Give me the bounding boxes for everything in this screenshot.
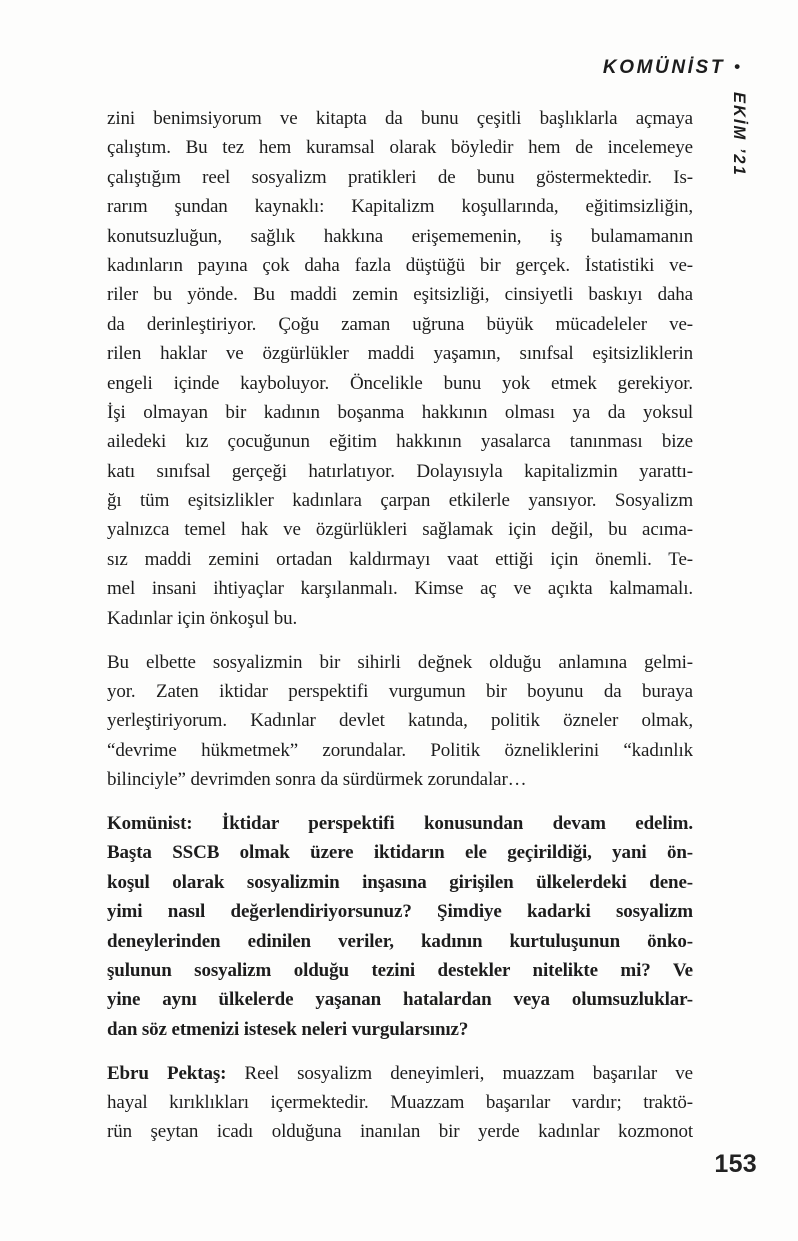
- text-line: koşul olarak sosyalizmin inşasına girişilen ülkelerdeki dene-: [107, 871, 693, 893]
- text-line: sız maddi zemini ortadan kaldırmayı vaat ettiği için önemli. Te-: [107, 548, 693, 570]
- text-line: yalnızca temel hak ve özgürlükleri sağlamak için değil, bu acıma-: [107, 519, 693, 541]
- text-line: engeli içinde kayboluyor. Öncelikle bunu yok etmek gerekiyor.: [107, 372, 693, 394]
- issue-date-label: EKİM ’21: [730, 92, 748, 177]
- text-line: Kadınlar için önkoşul bu.: [107, 607, 298, 629]
- text-line: konutsuzluğun, sağlık hakkına erişememenin, iş bulamamanın: [107, 225, 693, 247]
- text-line: Bu elbette sosyalizmin bir sihirli değnek olduğu anlamına gelmi-: [107, 651, 693, 673]
- text-line: rarım şundan kaynaklı: Kapitalizm koşullarında, eğitimsizliğin,: [107, 196, 693, 218]
- text-line: ailedeki kız çocuğunun eğitim hakkının yasalarca tanınması bize: [107, 431, 693, 453]
- text-line: çalıştığım reel sosyalizm pratikleri de bunu göstermektedir. Is-: [107, 166, 693, 188]
- text-line: rün şeytan icadı olduğuna inanılan bir yerde kadınlar kozmonot: [107, 1121, 693, 1143]
- text-line: rilen haklar ve özgürlükler maddi yaşamın, sınıfsal eşitsizliklerin: [107, 343, 693, 365]
- text-line: yerleştiriyorum. Kadınlar devlet katında, politik özneler olmak,: [107, 710, 693, 732]
- text-line: dan söz etmenizi istesek neleri vurgularsınız?: [107, 1018, 469, 1040]
- text-line: katı sınıfsal gerçeği hatırlatıyor. Dolayısıyla kapitalizmin yarattı-: [107, 460, 693, 482]
- page-number: 153: [714, 1150, 757, 1178]
- text-line: “devrime hükmetmek” zorundalar. Politik özneliklerini “kadınlık: [107, 739, 693, 761]
- text-line: yine aynı ülkelerde yaşanan hatalardan veya olumsuzluklar-: [107, 989, 693, 1011]
- paragraph-iktidar-perspektifi: [107, 648, 693, 795]
- text-line: İşi olmayan bir kadının boşanma hakkının olması ya da yoksul: [107, 401, 693, 423]
- text-line: deneylerinden edinilen veriler, kadının kurtuluşunun önko-: [107, 930, 693, 952]
- text-line: yor. Zaten iktidar perspektifi vurgumun bir boyunu da buraya: [107, 680, 693, 702]
- text-line: hayal kırıklıkları içermektedir. Muazzam başarılar vardır; traktö-: [107, 1092, 693, 1113]
- text-line: yimi nasıl değerlendiriyorsunuz? Şimdiye kadarki sosyalizm: [107, 901, 693, 923]
- text-line: mel insani ihtiyaçlar karşılanmalı. Kimse aç ve açıkta kalmamalı.: [107, 578, 693, 600]
- magazine-title: KOMÜNİST: [602, 57, 726, 78]
- text-line: Başta SSCB olmak üzere iktidarın ele geçirildiği, yani ön-: [107, 842, 693, 864]
- text-line: bilinciyle” devrimden sonra da sürdürmek zorundalar…: [107, 769, 527, 791]
- speaker-name: Ebru Pektaş:: [107, 1062, 227, 1084]
- text-line: riler bu yönde. Bu maddi zemin eşitsizliği, cinsiyetli baskıyı daha: [107, 284, 693, 306]
- text-line: zini benimsiyorum ve kitapta da bunu çeşitli başlıklarla açmaya: [107, 108, 693, 129]
- text-line: da derinleştiriyor. Çoğu zaman uğruna büyük mücadeleler ve-: [107, 313, 693, 335]
- text-line: Komünist: İktidar perspektifi konusundan devam edelim.: [107, 812, 693, 834]
- bullet-separator-icon: •: [734, 57, 740, 76]
- running-head: [603, 57, 740, 79]
- answer-ebru-pektas: [107, 1059, 693, 1147]
- paragraph-continuation: [107, 104, 693, 633]
- article-body: [107, 104, 693, 1161]
- question-komunist: [107, 809, 693, 1044]
- text-line: ğı tüm eşitsizlikler kadınlara çarpan etkilerle yansıyor. Sosyalizm: [107, 490, 693, 512]
- text-line: çalıştım. Bu tez hem kuramsal olarak böyledir hem de incelemeye: [107, 137, 693, 159]
- text-line: kadınların payına çok daha fazla düştüğü bir gerçek. İstatistiki ve-: [107, 254, 693, 276]
- text-line: Ebru Pektaş: Reel sosyalizm deneyimleri, muazzam başarılar ve: [107, 1062, 693, 1084]
- text-line: şulunun sosyalizm olduğu tezini destekler nitelikte mi? Ve: [107, 959, 693, 981]
